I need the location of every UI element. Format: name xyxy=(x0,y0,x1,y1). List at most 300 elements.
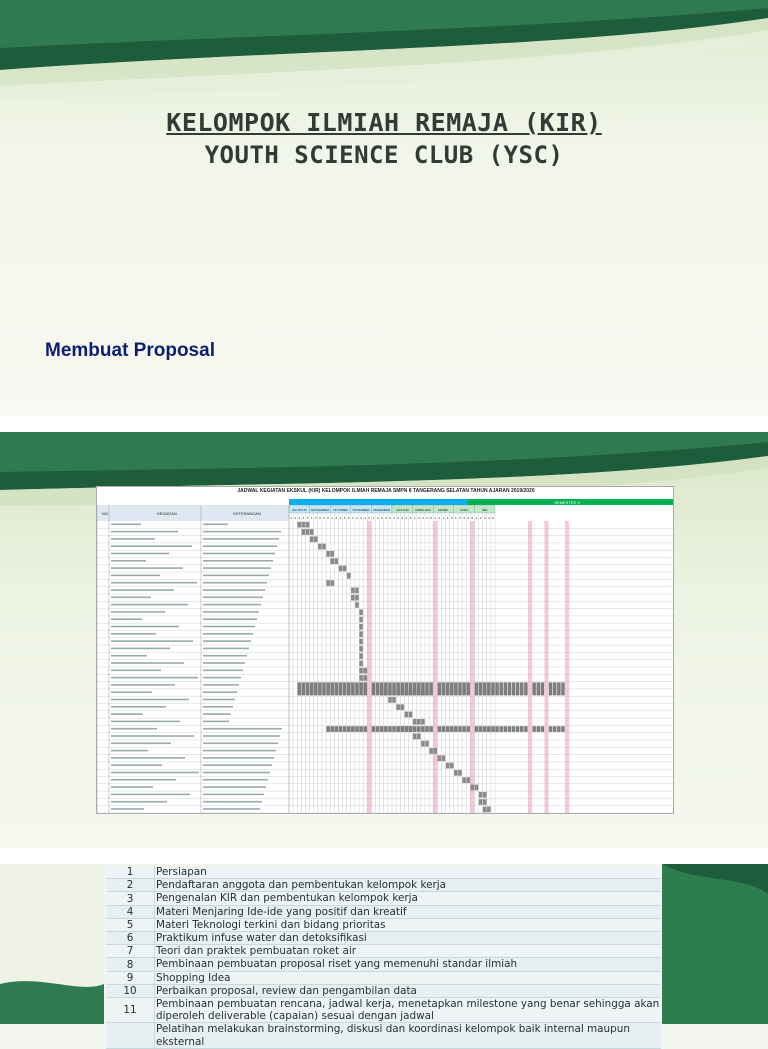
row-text-placeholder xyxy=(111,575,160,577)
schedule-cell xyxy=(479,799,483,805)
row-text-placeholder xyxy=(111,589,174,591)
schedule-cell xyxy=(516,726,520,732)
schedule-cell xyxy=(504,726,508,732)
schedule-cell xyxy=(417,734,421,740)
schedule-cell xyxy=(524,726,528,732)
slide-separator xyxy=(0,416,768,432)
row-text-placeholder xyxy=(203,764,272,766)
week-number: 5 xyxy=(450,516,453,520)
schedule-cell xyxy=(359,726,363,732)
schedule-cell xyxy=(376,682,380,695)
list-item-number: 8 xyxy=(106,958,155,970)
schedule-cell xyxy=(363,675,367,681)
row-text-placeholder xyxy=(111,633,156,635)
schedule-cell xyxy=(343,682,347,695)
schedule-cell xyxy=(401,726,405,732)
week-number: 2 xyxy=(438,516,441,520)
schedule-cell xyxy=(351,726,355,732)
month-label: AGUSTUS xyxy=(292,508,307,512)
row-text-placeholder xyxy=(111,531,178,533)
schedule-cell xyxy=(331,558,335,564)
schedule-cell xyxy=(347,682,351,695)
list-item xyxy=(106,906,661,919)
schedule-cell xyxy=(413,719,417,725)
schedule-cell xyxy=(475,726,479,732)
schedule-cell xyxy=(322,682,326,695)
week-number: 4 xyxy=(384,516,387,520)
week-number: 4 xyxy=(405,516,408,520)
row-text-placeholder xyxy=(203,626,255,628)
activity-list-table xyxy=(106,866,661,1049)
week-number: 1 xyxy=(310,516,313,520)
schedule-cell xyxy=(331,726,335,732)
schedule-cell xyxy=(425,741,429,747)
schedule-cell xyxy=(310,682,314,695)
schedule-cell xyxy=(442,726,446,732)
schedule-cell xyxy=(359,617,363,623)
title-slide xyxy=(0,0,768,416)
week-number: 2 xyxy=(356,516,358,520)
schedule-cell xyxy=(405,682,409,695)
schedule-cell xyxy=(326,726,330,732)
list-item-text: Pembinaan pembuatan proposal riset yang memenuhi standar ilmiah xyxy=(156,958,518,971)
schedule-cell xyxy=(466,682,470,695)
schedule-cell xyxy=(355,726,359,732)
schedule-cell xyxy=(454,770,458,776)
schedule-cell xyxy=(487,807,491,813)
schedule-cell xyxy=(413,682,417,695)
week-number: 1 xyxy=(455,516,457,520)
schedule-cell xyxy=(429,682,433,695)
week-number: 2 xyxy=(314,516,317,520)
week-number: 3 xyxy=(442,516,445,520)
list-item-text: Materi Teknologi terkini dan bidang prioritas xyxy=(156,918,386,931)
week-number: 5 xyxy=(492,516,494,520)
schedule-cell xyxy=(483,726,487,732)
schedule-cell xyxy=(359,631,363,637)
schedule-cell xyxy=(520,682,524,695)
list-item-text: Perbaikan proposal, review dan pengambilan data xyxy=(156,984,417,997)
week-number: 2 xyxy=(335,516,338,520)
list-item xyxy=(106,892,661,905)
list-item xyxy=(106,998,661,1023)
schedule-cell xyxy=(302,682,306,695)
schedule-cell xyxy=(335,558,339,564)
row-text-placeholder xyxy=(203,524,228,526)
schedule-cell xyxy=(541,726,545,732)
row-text-placeholder xyxy=(203,538,279,540)
schedule-cell xyxy=(388,697,392,703)
schedule-cell xyxy=(421,719,425,725)
row-text-placeholder xyxy=(203,691,237,693)
week-number: 5 xyxy=(327,516,329,520)
schedule-cell xyxy=(359,639,363,645)
list-item xyxy=(106,866,661,879)
row-text-placeholder xyxy=(111,808,144,810)
schedule-cell xyxy=(425,726,429,732)
schedule-cell xyxy=(462,682,466,695)
week-number: 4 xyxy=(487,516,490,520)
schedule-cell xyxy=(438,726,442,732)
schedule-cell xyxy=(355,682,359,695)
list-item-text: Teori dan praktek pembuatan roket air xyxy=(156,945,357,958)
week-number: 3 xyxy=(483,516,486,520)
schedule-cell xyxy=(561,682,565,695)
row-text-placeholder xyxy=(111,538,155,540)
schedule-cell xyxy=(363,668,367,674)
row-text-placeholder xyxy=(111,772,199,774)
schedule-cell xyxy=(388,682,392,695)
schedule-cell xyxy=(359,653,363,659)
week-number: 1 xyxy=(290,516,292,520)
week-number: 4 xyxy=(467,516,470,520)
schedule-cell xyxy=(396,704,400,710)
schedule-cell xyxy=(326,580,330,586)
row-text-placeholder xyxy=(203,721,229,723)
row-text-placeholder xyxy=(203,553,275,555)
schedule-cell xyxy=(508,682,512,695)
schedule-cell xyxy=(359,609,363,615)
schedule-cell xyxy=(339,566,343,572)
schedule-cell xyxy=(355,588,359,594)
schedule-cell xyxy=(491,682,495,695)
row-text-placeholder xyxy=(111,545,192,547)
week-number: 2 xyxy=(417,516,420,520)
schedule-cell xyxy=(376,726,380,732)
month-label: DESEMBER xyxy=(373,508,391,512)
list-item-number: 4 xyxy=(106,906,155,918)
row-text-placeholder xyxy=(203,794,264,796)
schedule-cell xyxy=(450,763,454,769)
schedule-cell xyxy=(322,544,326,550)
schedule-cell xyxy=(401,682,405,695)
schedule-cell xyxy=(429,726,433,732)
week-number: 5 xyxy=(389,516,391,520)
schedule-cell xyxy=(331,682,335,695)
week-number: 3 xyxy=(463,516,465,520)
schedule-cell xyxy=(483,682,487,695)
schedule-table-title: JADWAL KEGIATAN EKSKUL (KIR) KELOMPOK ILMIAH REMAJA SMPN 8 TANGERANG SELATAN TAHUN AJARAN 2019/2020 xyxy=(237,488,535,494)
schedule-cell xyxy=(310,536,314,542)
row-text-placeholder xyxy=(111,706,166,708)
schedule-cell xyxy=(438,755,442,761)
schedule-cell xyxy=(388,726,392,732)
list-item-number xyxy=(106,1023,155,1047)
row-text-placeholder xyxy=(111,721,180,723)
row-text-placeholder xyxy=(203,640,251,642)
row-text-placeholder xyxy=(203,713,231,715)
schedule-cell xyxy=(302,529,306,535)
schedule-cell xyxy=(446,682,450,695)
week-number: 2 xyxy=(397,516,400,520)
column-header-kegiatan: KEGIATAN xyxy=(157,511,177,516)
schedule-cell xyxy=(314,682,318,695)
row-text-placeholder xyxy=(203,531,281,533)
week-number: 4 xyxy=(343,516,346,520)
list-item xyxy=(106,958,661,971)
row-text-placeholder xyxy=(203,670,243,672)
row-text-placeholder xyxy=(111,582,197,584)
row-text-placeholder xyxy=(203,750,276,752)
schedule-cell xyxy=(458,726,462,732)
schedule-cell xyxy=(553,682,557,695)
schedule-cell xyxy=(413,726,417,732)
row-text-placeholder xyxy=(203,786,266,788)
list-item xyxy=(106,879,661,892)
row-text-placeholder xyxy=(111,699,189,701)
schedule-cell xyxy=(359,661,363,667)
row-text-placeholder xyxy=(111,604,188,606)
week-number: 4 xyxy=(426,516,428,520)
schedule-cell xyxy=(483,792,487,798)
week-number: 1 xyxy=(393,516,395,520)
schedule-cell xyxy=(335,682,339,695)
row-text-placeholder xyxy=(203,604,261,606)
schedule-cell xyxy=(359,668,363,674)
row-text-placeholder xyxy=(111,524,141,526)
week-number: 4 xyxy=(364,516,367,520)
schedule-cell xyxy=(442,682,446,695)
list-item-text: Shopping Idea xyxy=(156,971,231,984)
schedule-cell xyxy=(462,726,466,732)
week-number: 1 xyxy=(475,516,478,520)
row-text-placeholder xyxy=(203,801,262,803)
schedule-cell xyxy=(479,792,483,798)
row-text-placeholder xyxy=(203,684,239,686)
schedule-cell xyxy=(380,682,384,695)
row-text-placeholder xyxy=(203,662,245,664)
row-text-placeholder xyxy=(111,567,183,569)
week-number: 5 xyxy=(306,516,309,520)
list-item-number: 7 xyxy=(106,945,155,957)
row-text-placeholder xyxy=(203,575,269,577)
week-number: 3 xyxy=(422,516,424,520)
schedule-cell xyxy=(458,682,462,695)
week-number: 3 xyxy=(339,516,342,520)
row-text-placeholder xyxy=(203,655,247,657)
row-text-placeholder xyxy=(203,597,263,599)
semester-1-header xyxy=(289,499,467,505)
schedule-cell xyxy=(516,682,520,695)
row-text-placeholder xyxy=(111,670,161,672)
schedule-cell xyxy=(314,536,318,542)
schedule-cell xyxy=(537,726,541,732)
week-number: 2 xyxy=(294,516,297,520)
row-text-placeholder xyxy=(203,757,274,759)
row-text-placeholder xyxy=(203,633,253,635)
schedule-cell xyxy=(405,712,409,718)
month-label: OKTOBER xyxy=(333,508,348,512)
row-text-placeholder xyxy=(111,618,142,620)
row-text-placeholder xyxy=(203,779,268,781)
week-number: 4 xyxy=(302,516,305,520)
row-text-placeholder xyxy=(111,691,152,693)
schedule-cell xyxy=(475,682,479,695)
schedule-cell xyxy=(458,770,462,776)
row-text-placeholder xyxy=(203,648,249,650)
row-text-placeholder xyxy=(203,706,233,708)
week-number: 5 xyxy=(409,516,412,520)
list-item-number: 3 xyxy=(106,892,155,904)
column-header-keterangan: KETERANGAN xyxy=(233,511,261,516)
month-label: MARET xyxy=(438,508,449,512)
schedule-cell xyxy=(491,726,495,732)
schedule-cell xyxy=(355,602,359,608)
schedule-cell xyxy=(417,682,421,695)
list-item-text: Persiapan xyxy=(156,866,207,878)
week-number: 3 xyxy=(401,516,404,520)
schedule-cell xyxy=(306,522,310,528)
schedule-grid xyxy=(97,495,675,815)
schedule-cell xyxy=(326,551,330,557)
schedule-cell xyxy=(425,682,429,695)
schedule-cell xyxy=(392,697,396,703)
list-item-number: 6 xyxy=(106,932,155,944)
slide-separator xyxy=(0,848,768,864)
schedule-cell xyxy=(355,595,359,601)
schedule-cell xyxy=(318,544,322,550)
schedule-cell xyxy=(462,777,466,783)
row-text-placeholder xyxy=(111,743,171,745)
schedule-cell xyxy=(306,682,310,695)
schedule-cell xyxy=(339,726,343,732)
schedule-cell xyxy=(298,682,302,695)
row-text-placeholder xyxy=(203,545,277,547)
schedule-cell xyxy=(405,726,409,732)
schedule-cell xyxy=(401,704,405,710)
list-item-number: 9 xyxy=(106,972,155,984)
schedule-cell xyxy=(537,682,541,695)
schedule-cell xyxy=(508,726,512,732)
schedule-cell xyxy=(429,748,433,754)
month-label: MEI xyxy=(482,508,488,512)
schedule-cell xyxy=(359,646,363,652)
row-text-placeholder xyxy=(203,808,260,810)
schedule-cell xyxy=(495,682,499,695)
row-text-placeholder xyxy=(111,750,148,752)
schedule-cell xyxy=(549,726,553,732)
schedule-cell xyxy=(384,726,388,732)
week-number: 5 xyxy=(347,516,350,520)
schedule-cell xyxy=(561,726,565,732)
schedule-cell xyxy=(495,726,499,732)
schedule-cell xyxy=(351,595,355,601)
row-text-placeholder xyxy=(111,684,175,686)
schedule-cell xyxy=(450,682,454,695)
list-item xyxy=(106,932,661,945)
list-item-text: Pembinaan pembuatan rencana, jadwal kerja, menetapkan milestone yang benar sehingga akan diperoleh deliverable (capaian) sesuai dengan jadwal xyxy=(156,998,660,1023)
month-label: APRIL xyxy=(459,508,469,512)
schedule-cell xyxy=(351,588,355,594)
list-item-number: 1 xyxy=(106,866,155,878)
schedule-cell xyxy=(409,682,413,695)
schedule-cell xyxy=(310,529,314,535)
week-number: 1 xyxy=(434,516,437,520)
column-header-no: NO xyxy=(102,511,108,516)
row-text-placeholder xyxy=(203,567,271,569)
schedule-cell xyxy=(359,624,363,630)
row-text-placeholder xyxy=(111,786,153,788)
week-number: 1 xyxy=(413,516,416,520)
row-text-placeholder xyxy=(111,662,184,664)
schedule-table xyxy=(96,486,674,814)
schedule-cell xyxy=(438,682,442,695)
row-text-placeholder xyxy=(111,779,176,781)
schedule-cell xyxy=(512,682,516,695)
subheading: Membuat Proposal xyxy=(45,340,215,361)
schedule-cell xyxy=(384,682,388,695)
schedule-cell xyxy=(479,726,483,732)
row-text-placeholder xyxy=(111,560,146,562)
schedule-cell xyxy=(434,748,438,754)
schedule-cell xyxy=(549,682,553,695)
list-item-number: 2 xyxy=(106,879,155,891)
list-item xyxy=(106,972,661,985)
week-number: 2 xyxy=(479,516,482,520)
row-text-placeholder xyxy=(111,655,147,657)
schedule-cell xyxy=(532,682,536,695)
week-number: 4 xyxy=(323,516,325,520)
schedule-cell xyxy=(359,682,363,695)
schedule-cell xyxy=(454,726,458,732)
schedule-cell xyxy=(372,726,376,732)
schedule-cell xyxy=(409,726,413,732)
schedule-cell xyxy=(512,726,516,732)
title-line-1: KELOMPOK ILMIAH REMAJA (KIR) xyxy=(166,108,602,137)
schedule-cell xyxy=(417,726,421,732)
row-text-placeholder xyxy=(111,597,151,599)
row-text-placeholder xyxy=(111,757,185,759)
schedule-cell xyxy=(363,726,367,732)
schedule-cell xyxy=(417,719,421,725)
list-item-text: Praktikum infuse water dan detoksifikasi xyxy=(156,932,367,945)
list-item xyxy=(106,1023,661,1048)
row-text-placeholder xyxy=(203,589,265,591)
row-text-placeholder xyxy=(203,618,257,620)
schedule-cell xyxy=(318,682,322,695)
schedule-cell xyxy=(421,741,425,747)
list-item-number: 5 xyxy=(106,919,155,931)
schedule-cell xyxy=(396,682,400,695)
schedule-cell xyxy=(446,726,450,732)
schedule-cell xyxy=(409,712,413,718)
schedule-cell xyxy=(363,682,367,695)
row-text-placeholder xyxy=(203,611,259,613)
schedule-cell xyxy=(454,682,458,695)
schedule-cell xyxy=(372,682,376,695)
row-text-placeholder xyxy=(203,677,241,679)
schedule-cell xyxy=(421,726,425,732)
week-number: 2 xyxy=(376,516,379,520)
week-number: 1 xyxy=(372,516,375,520)
schedule-cell xyxy=(413,734,417,740)
semester-2-label: SEMESTER II xyxy=(554,500,580,505)
row-text-placeholder xyxy=(111,611,165,613)
schedule-cell xyxy=(331,551,335,557)
week-number: 3 xyxy=(319,516,321,520)
schedule-cell xyxy=(466,726,470,732)
row-text-placeholder xyxy=(111,728,157,730)
week-number: 5 xyxy=(471,516,474,520)
row-text-placeholder xyxy=(203,772,270,774)
list-item-text: Pendaftaran anggota dan pembentukan kelompok kerja xyxy=(156,879,447,892)
list-item xyxy=(106,985,661,998)
schedule-cell xyxy=(331,580,335,586)
row-text-placeholder xyxy=(203,743,278,745)
schedule-cell xyxy=(541,682,545,695)
schedule-cell xyxy=(557,682,561,695)
schedule-cell xyxy=(347,573,351,579)
